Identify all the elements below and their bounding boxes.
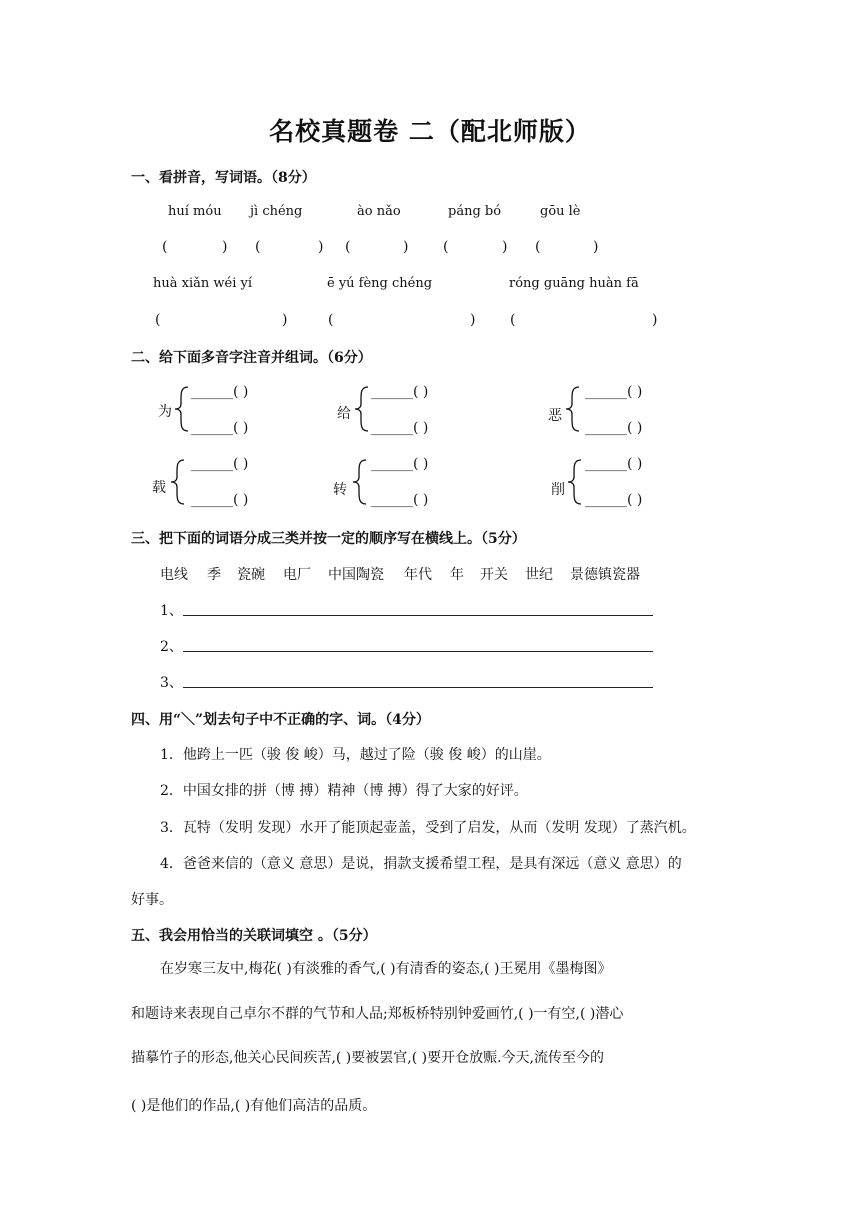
answer-bracket-open: (	[162, 239, 168, 255]
blank-field: ______( )	[585, 492, 643, 508]
polyphone-char: 给	[337, 406, 351, 422]
section-4-heading: 四、用“＼”划去句子中不正确的字、词。（4分）	[131, 712, 430, 728]
brace-icon	[565, 385, 581, 433]
answer-bracket-close: )	[502, 239, 508, 255]
word-item: 景德镇瓷器	[570, 567, 640, 583]
blank-field: ______( )	[191, 420, 249, 436]
section-1-heading: 一、看拼音，写词语。（8分）	[131, 170, 316, 186]
sentence-item: 3．瓦特（发明 发现）水开了能顶起壶盖，受到了启发，从而（发明 发现）了蒸汽机。	[160, 820, 696, 836]
blank-field: ______( )	[371, 492, 429, 508]
section-2-heading: 二、给下面多音字注音并组词。（6分）	[131, 350, 372, 366]
answer-bracket-open: (	[328, 312, 334, 328]
blank-field: ______( )	[371, 384, 429, 400]
sentence-item: 4．爸爸来信的（意义 意思）是说，捐款支援希望工程，是具有深远（意义 意思）的	[160, 856, 682, 872]
answer-bracket-close: )	[652, 312, 658, 328]
answer-line	[183, 615, 653, 616]
page-title: 名校真题卷 二（配北师版）	[269, 117, 591, 146]
answer-line	[183, 687, 653, 688]
blank-field: ______( )	[371, 420, 429, 436]
pinyin-3: ào nǎo	[357, 204, 401, 219]
paragraph-line: 和题诗来表现自己卓尔不群的气节和人品;郑板桥特别钟爱画竹,( )一有空,( )潜心	[131, 1006, 624, 1022]
answer-bracket-close: )	[403, 239, 409, 255]
answer-line-label: 3、	[160, 675, 183, 691]
word-item: 世纪	[525, 567, 553, 583]
blank-field: ______( )	[585, 384, 643, 400]
answer-bracket-open: (	[443, 239, 449, 255]
brace-icon	[174, 385, 190, 433]
pinyin-7: ē yú fèng chéng	[327, 276, 433, 291]
pinyin-6: huà xiǎn wéi yí	[153, 276, 252, 291]
word-item: 年代	[404, 567, 432, 583]
pinyin-4: páng bó	[448, 204, 502, 219]
blank-field: ______( )	[585, 420, 643, 436]
paragraph-line: 描摹竹子的形态,他关心民间疾苦,( )要被罢官,( )要开仓放赈.今天,流传至今的	[131, 1050, 604, 1066]
answer-bracket-close: )	[222, 239, 228, 255]
brace-icon	[354, 385, 370, 433]
blank-field: ______( )	[191, 492, 249, 508]
word-item: 电厂	[283, 567, 311, 583]
section-3-heading: 三、把下面的词语分成三类并按一定的顺序写在横线上。（5分）	[131, 531, 526, 547]
word-item: 开关	[480, 567, 508, 583]
blank-field: ______( )	[191, 456, 249, 472]
pinyin-2: jì chéng	[250, 204, 303, 219]
answer-bracket-close: )	[282, 312, 288, 328]
word-item: 年	[450, 567, 464, 583]
polyphone-char: 载	[152, 480, 166, 496]
sentence-item: 2．中国女排的拼（博 搏）精神（博 搏）得了大家的好评。	[160, 783, 528, 799]
answer-bracket-open: (	[510, 312, 516, 328]
answer-bracket-close: )	[593, 239, 599, 255]
blank-field: ______( )	[585, 456, 643, 472]
brace-icon	[170, 458, 186, 506]
pinyin-8: róng guāng huàn fā	[509, 276, 639, 291]
blank-field: ______( )	[371, 456, 429, 472]
answer-bracket-close: )	[318, 239, 324, 255]
answer-bracket-open: (	[255, 239, 261, 255]
answer-line-label: 2、	[160, 639, 183, 655]
answer-bracket-close: )	[470, 312, 476, 328]
polyphone-char: 恶	[548, 408, 562, 424]
sentence-item-continued: 好事。	[131, 892, 173, 908]
polyphone-char: 削	[551, 482, 565, 498]
word-item: 中国陶瓷	[328, 567, 384, 583]
answer-line-label: 1、	[160, 603, 183, 619]
word-item: 电线	[160, 567, 188, 583]
pinyin-5: gōu lè	[540, 204, 581, 219]
polyphone-char: 转	[333, 482, 347, 498]
word-item: 瓷碗	[237, 567, 265, 583]
paragraph-line: ( )是他们的作品,( )有他们高洁的品质。	[131, 1098, 377, 1114]
word-item: 季	[207, 567, 221, 583]
brace-icon	[567, 458, 583, 506]
paragraph-line: 在岁寒三友中,梅花( )有淡雅的香气,( )有清香的姿态,( )王冕用《墨梅图》	[160, 961, 612, 977]
brace-icon	[352, 458, 368, 506]
answer-bracket-open: (	[155, 312, 161, 328]
answer-bracket-open: (	[535, 239, 541, 255]
blank-field: ______( )	[191, 384, 249, 400]
answer-line	[183, 651, 653, 652]
sentence-item: 1．他跨上一匹（骏 俊 峻）马，越过了险（骏 俊 峻）的山崖。	[160, 747, 551, 763]
answer-bracket-open: (	[345, 239, 351, 255]
section-5-heading: 五、我会用恰当的关联词填空 。（5分）	[131, 928, 377, 944]
pinyin-1: huí móu	[168, 204, 222, 219]
polyphone-char: 为	[158, 404, 172, 420]
